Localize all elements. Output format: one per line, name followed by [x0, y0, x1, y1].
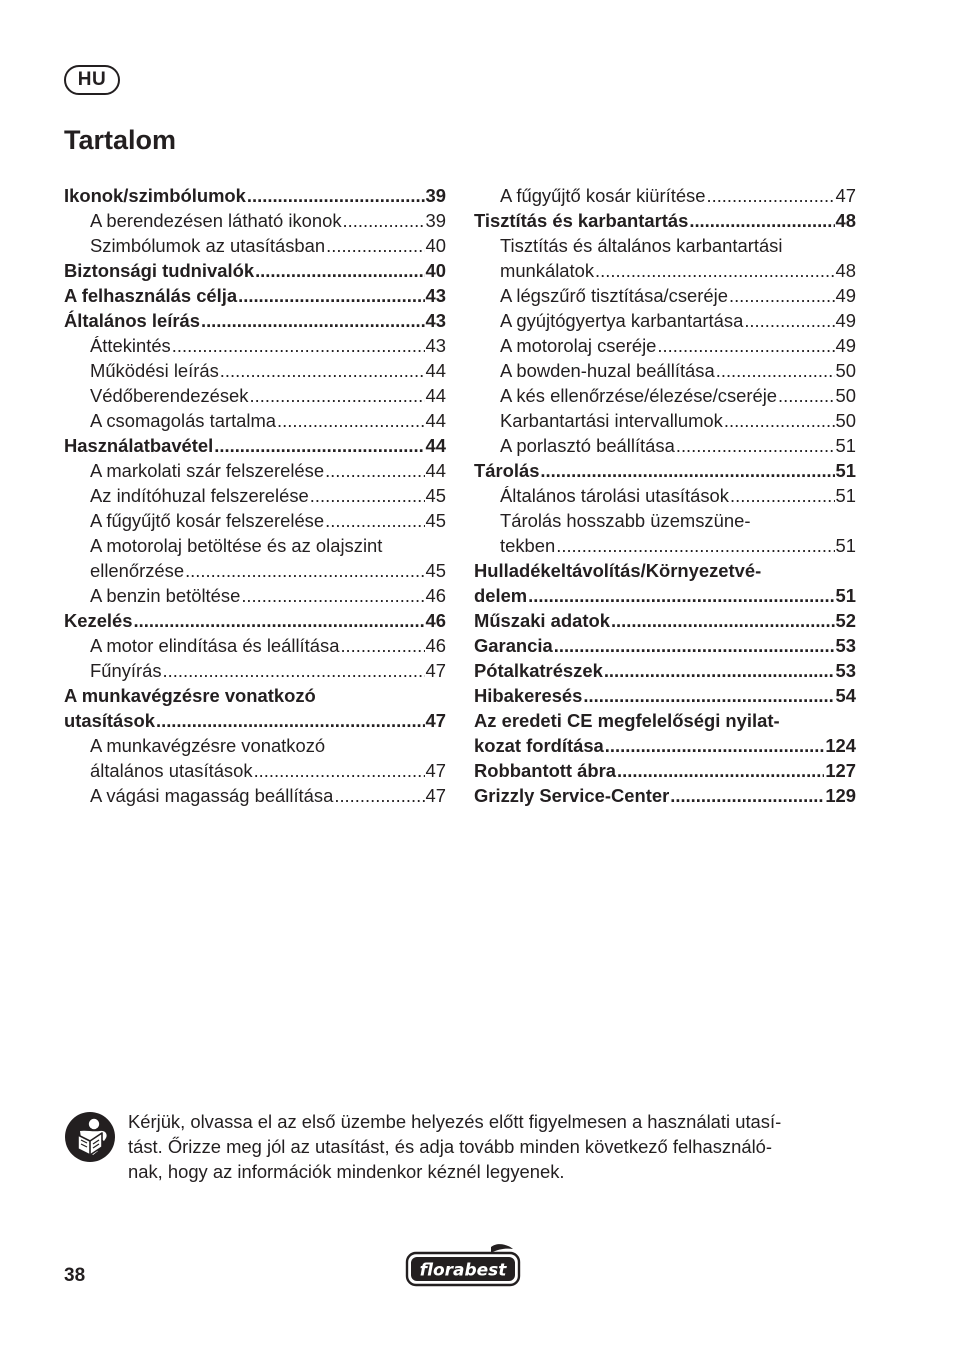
toc-page-number: 51: [835, 435, 856, 456]
toc-dot-leader: [340, 633, 424, 658]
toc-page-number: 46: [425, 585, 446, 606]
toc-page-number: 47: [425, 760, 446, 781]
toc-entry-label: Általános tárolási utasítások: [500, 485, 729, 506]
toc-entry-line: [90, 233, 446, 258]
toc-entry: [64, 283, 446, 308]
toc-page-number: 50: [835, 360, 856, 381]
toc-entry-line: [474, 733, 856, 758]
toc-entry-line: [64, 708, 446, 733]
toc-entry: [64, 358, 446, 383]
toc-entry: [474, 233, 856, 283]
toc-entry-line: [500, 258, 856, 283]
toc-entry-line: [90, 658, 446, 683]
read-manual-icon: [64, 1111, 116, 1163]
toc-entry: [64, 233, 446, 258]
toc-dot-leader: [583, 683, 834, 708]
toc-page-number: 50: [835, 385, 856, 406]
toc-dot-leader: [250, 383, 425, 408]
toc-dot-leader: [172, 333, 425, 358]
toc-entry-label: Tárolás hosszabb üzemszüne-: [500, 510, 751, 531]
toc-entry-line: [64, 258, 446, 283]
toc-page-number: 51: [835, 485, 856, 506]
toc-entry: [474, 208, 856, 233]
toc-page-number: 47: [425, 710, 446, 731]
toc-entry-line: [500, 283, 856, 308]
toc-page-number: 46: [425, 635, 446, 656]
toc-page-number: 45: [425, 560, 446, 581]
toc-page-number: 39: [425, 210, 446, 231]
toc-entry-line: [474, 633, 856, 658]
toc-entry-label: Használatbavétel: [64, 435, 214, 456]
toc-entry: [474, 508, 856, 558]
toc-dot-leader: [595, 258, 834, 283]
florabest-logo: [405, 1243, 521, 1289]
toc-entry: [474, 283, 856, 308]
toc-entry-label: A kés ellenőrzése/élezése/cseréje: [500, 385, 778, 406]
toc-entry-label: A porlasztó beállítása: [500, 435, 675, 456]
toc-entry-label: Biztonsági tudnivalók: [64, 260, 255, 281]
toc-dot-leader: [729, 283, 835, 308]
toc-entry: [474, 358, 856, 383]
toc-entry-line: [90, 408, 446, 433]
toc-entry-label: Karbantartási intervallumok: [500, 410, 723, 431]
toc-entry-line: [474, 758, 856, 783]
toc-dot-leader: [706, 183, 834, 208]
toc-entry-label: Áttekintés: [90, 335, 171, 356]
toc-entry-line: [90, 483, 446, 508]
toc-entry: [474, 608, 856, 633]
toc-dot-leader: [326, 233, 424, 258]
toc-page-number: 39: [425, 185, 446, 206]
toc-page-number: 53: [835, 635, 856, 656]
toc-entry-label: A benzin betöltése: [90, 585, 241, 606]
toc-page-number: 50: [835, 410, 856, 431]
toc-entry-label: Tárolás: [474, 460, 540, 481]
toc-entry-line-wrapped: [90, 533, 446, 558]
toc-entry-label: Grizzly Service-Center: [474, 785, 670, 806]
toc-page-number: 44: [425, 385, 446, 406]
notice-line: nak, hogy az információk mindenkor kéznél legyenek.: [128, 1161, 565, 1182]
toc-entry: [64, 308, 446, 333]
toc-entry-line: [90, 633, 446, 658]
language-badge: [64, 65, 120, 95]
toc-entry-label: Pótalkatrészek: [474, 660, 603, 681]
toc-page-number: 47: [835, 185, 856, 206]
toc-page-number: 44: [425, 410, 446, 431]
toc-entry: [64, 483, 446, 508]
toc-dot-leader: [528, 583, 834, 608]
toc-entry-label: Garancia: [474, 635, 553, 656]
toc-dot-leader: [220, 358, 425, 383]
toc-dot-leader: [156, 708, 425, 733]
toc-entry: [474, 658, 856, 683]
toc-entry: [64, 408, 446, 433]
toc-page-number: 127: [825, 760, 856, 781]
toc-entry-label: A munkavégzésre vonatkozó: [64, 685, 316, 706]
toc-entry-line: [500, 308, 856, 333]
toc-entry-label: A munkavégzésre vonatkozó: [90, 735, 326, 756]
toc-page-number: 40: [425, 260, 446, 281]
toc-entry-line: [500, 483, 856, 508]
toc-dot-leader: [716, 358, 835, 383]
toc-entry-label: ellenőrzése: [90, 560, 185, 581]
page-title: Tartalom: [64, 125, 177, 155]
toc-entry: [474, 708, 856, 758]
toc-entry-label: Szimbólumok az utasításban: [90, 235, 326, 256]
toc-entry-line: [474, 783, 856, 808]
toc-entry-line: [90, 333, 446, 358]
toc-entry-label: Ikonok/szimbólumok: [64, 185, 246, 206]
toc-page-number: 43: [425, 335, 446, 356]
toc-entry-label: A motorolaj cseréje: [500, 335, 657, 356]
toc-page-number: 53: [835, 660, 856, 681]
toc-entry: [64, 383, 446, 408]
toc-entry: [474, 783, 856, 808]
toc-entry-line-wrapped: [474, 708, 856, 733]
toc-entry: [64, 183, 446, 208]
toc-page-number: 48: [835, 260, 856, 281]
toc-dot-leader: [185, 558, 424, 583]
toc-entry-label: tekben: [500, 535, 556, 556]
toc-page-number: 45: [425, 485, 446, 506]
toc-entry: [64, 583, 446, 608]
toc-entry-line: [500, 333, 856, 358]
toc-page-number: 44: [425, 360, 446, 381]
toc-page-number: 49: [835, 310, 856, 331]
toc-dot-leader: [247, 183, 425, 208]
toc-entry-line: [474, 683, 856, 708]
toc-dot-leader: [617, 758, 824, 783]
toc-entry-line-wrapped: [500, 233, 856, 258]
toc-page-number: 54: [835, 685, 856, 706]
toc-entry: [474, 308, 856, 333]
toc-entry-line: [64, 283, 446, 308]
toc-dot-leader: [604, 658, 835, 683]
notice-line: tást. Őrizze meg jól az utasítást, és adja tovább minden következő felhasználó-: [128, 1136, 773, 1157]
toc-entry-line: [90, 458, 446, 483]
toc-entry: [64, 333, 446, 358]
toc-entry-line: [90, 558, 446, 583]
toc-entry-line: [500, 183, 856, 208]
toc-entry-line: [90, 783, 446, 808]
toc-entry: [474, 408, 856, 433]
page-number: 38: [64, 1265, 86, 1286]
toc-entry-label: A felhasználás célja: [64, 285, 238, 306]
toc-page-number: 45: [425, 510, 446, 531]
toc-entry-label: A bowden-huzal beállítása: [500, 360, 715, 381]
toc-entry-label: A motor elindítása és leállítása: [90, 635, 340, 656]
toc-entry: [474, 458, 856, 483]
toc-entry: [64, 458, 446, 483]
toc-entry-line-wrapped: [90, 733, 446, 758]
toc-entry-label: A markolati szár felszerelése: [90, 460, 325, 481]
toc-entry: [474, 183, 856, 208]
toc-entry-line-wrapped: [64, 683, 446, 708]
toc-entry-label: Védőberendezések: [90, 385, 249, 406]
toc-entry-line: [474, 583, 856, 608]
toc-column-right: [474, 183, 856, 808]
toc-dot-leader: [277, 408, 424, 433]
toc-page-number: 43: [425, 310, 446, 331]
toc-entry-label: Hulladékeltávolítás/Környezetvé-: [474, 560, 762, 581]
toc-entry: [64, 533, 446, 583]
toc-entry-label: Tisztítás és általános karbantartási: [500, 235, 783, 256]
toc-dot-leader: [724, 408, 835, 433]
toc-entry-line: [500, 358, 856, 383]
toc-entry-label: A fűgyűjtő kosár felszerelése: [90, 510, 325, 531]
toc-entry-label: Általános leírás: [64, 310, 200, 331]
toc-entry-line: [90, 758, 446, 783]
toc-entry: [64, 608, 446, 633]
toc-entry-line: [64, 308, 446, 333]
toc-entry-label: A berendezésen látható ikonok: [90, 210, 342, 231]
toc-entry-line: [474, 658, 856, 683]
toc-entry-label: A csomagolás tartalma: [90, 410, 277, 431]
toc-entry-line-wrapped: [500, 508, 856, 533]
toc-entry: [64, 633, 446, 658]
toc-page-number: 40: [425, 235, 446, 256]
toc-entry-line: [474, 608, 856, 633]
toc-entry-line: [474, 208, 856, 233]
toc-entry: [64, 433, 446, 458]
toc-entry-line: [90, 358, 446, 383]
toc-dot-leader: [325, 458, 424, 483]
toc-entry: [474, 333, 856, 358]
toc-page-number: 44: [425, 460, 446, 481]
toc-page-number: 48: [835, 210, 856, 231]
toc-entry-label: Műszaki adatok: [474, 610, 610, 631]
toc-entry: [64, 683, 446, 733]
toc-entry-line: [474, 458, 856, 483]
toc-entry-line: [90, 383, 446, 408]
toc-entry-label: munkálatok: [500, 260, 595, 281]
toc-page-number: 47: [425, 785, 446, 806]
toc-entry-label: Az eredeti CE megfelelőségi nyilat-: [474, 710, 780, 731]
svg-text:florabest: florabest: [419, 1260, 507, 1281]
toc-entry: [474, 758, 856, 783]
toc-entry-line: [500, 533, 856, 558]
toc-dot-leader: [554, 633, 835, 658]
toc-dot-leader: [556, 533, 834, 558]
toc-page-number: 43: [425, 285, 446, 306]
toc-entry-line: [64, 183, 446, 208]
toc-entry: [64, 658, 446, 683]
toc-page-number: 49: [835, 335, 856, 356]
toc-page-number: 49: [835, 285, 856, 306]
toc-entry-label: A vágási magasság beállítása: [90, 785, 334, 806]
toc-entry: [64, 733, 446, 783]
toc-entry-label: általános utasítások: [90, 760, 253, 781]
toc-page-number: 52: [835, 610, 856, 631]
toc-page-number: 46: [425, 610, 446, 631]
toc-page-number: 124: [825, 735, 856, 756]
toc-entry-line: [90, 208, 446, 233]
toc-entry: [474, 483, 856, 508]
toc-entry: [64, 783, 446, 808]
toc-dot-leader: [255, 258, 424, 283]
toc-entry: [474, 633, 856, 658]
toc-dot-leader: [611, 608, 835, 633]
toc-entry: [474, 433, 856, 458]
toc-entry: [474, 558, 856, 608]
toc-entry-label: A fűgyűjtő kosár kiürítése: [500, 185, 706, 206]
toc-dot-leader: [676, 433, 835, 458]
toc-dot-leader: [254, 758, 425, 783]
toc-dot-leader: [670, 783, 824, 808]
toc-page-number: 44: [425, 435, 446, 456]
toc-page-number: 129: [825, 785, 856, 806]
toc-dot-leader: [201, 308, 425, 333]
toc-page-number: 51: [835, 585, 856, 606]
toc-dot-leader: [730, 483, 835, 508]
toc-entry-label: Hibakeresés: [474, 685, 583, 706]
toc-dot-leader: [689, 208, 834, 233]
toc-dot-leader: [134, 608, 425, 633]
toc-dot-leader: [238, 283, 424, 308]
toc-entry-label: Tisztítás és karbantartás: [474, 210, 689, 231]
toc-entry: [64, 508, 446, 533]
toc-entry-line: [64, 608, 446, 633]
toc-entry-line: [500, 408, 856, 433]
toc-entry-label: Fűnyírás: [90, 660, 162, 681]
toc-entry-label: utasítások: [64, 710, 155, 731]
toc-entry-label: Kezelés: [64, 610, 133, 631]
toc-page-number: 47: [425, 660, 446, 681]
toc-page-number: 51: [835, 460, 856, 481]
toc-dot-leader: [310, 483, 425, 508]
toc-entry-line: [90, 583, 446, 608]
toc-dot-leader: [334, 783, 424, 808]
toc-entry-line: [500, 433, 856, 458]
toc-dot-leader: [163, 658, 425, 683]
toc-entry-label: Robbantott ábra: [474, 760, 617, 781]
toc-dot-leader: [540, 458, 834, 483]
read-manual-notice: [64, 1109, 864, 1184]
toc-dot-leader: [744, 308, 834, 333]
toc-dot-leader: [657, 333, 834, 358]
toc-entry-label: delem: [474, 585, 528, 606]
toc-entry: [474, 683, 856, 708]
toc-entry-label: A légszűrő tisztítása/cseréje: [500, 285, 728, 306]
toc-entry: [474, 383, 856, 408]
toc-entry-label: kozat fordítása: [474, 735, 604, 756]
toc-entry-line-wrapped: [474, 558, 856, 583]
toc-column-left: [64, 183, 446, 808]
language-code: HU: [77, 69, 107, 90]
toc-entry-label: A motorolaj betöltése és az olajszint: [90, 535, 383, 556]
toc-dot-leader: [778, 383, 834, 408]
toc-dot-leader: [343, 208, 425, 233]
toc-dot-leader: [325, 508, 424, 533]
toc-dot-leader: [241, 583, 424, 608]
toc-entry-label: Az indítóhuzal felszerelése: [90, 485, 309, 506]
toc-entry: [64, 258, 446, 283]
toc-dot-leader: [605, 733, 825, 758]
toc-entry: [64, 208, 446, 233]
notice-line: Kérjük, olvassa el az első üzembe helyezés előtt figyelmesen a használati utasí-: [128, 1111, 782, 1132]
toc-entry-label: A gyújtógyertya karbantartása: [500, 310, 744, 331]
toc-entry-label: Működési leírás: [90, 360, 219, 381]
toc-page-number: 51: [835, 535, 856, 556]
toc-entry-line: [500, 383, 856, 408]
notice-text: [128, 1109, 848, 1184]
toc-entry-line: [64, 433, 446, 458]
toc-entry-line: [90, 508, 446, 533]
toc-dot-leader: [214, 433, 424, 458]
